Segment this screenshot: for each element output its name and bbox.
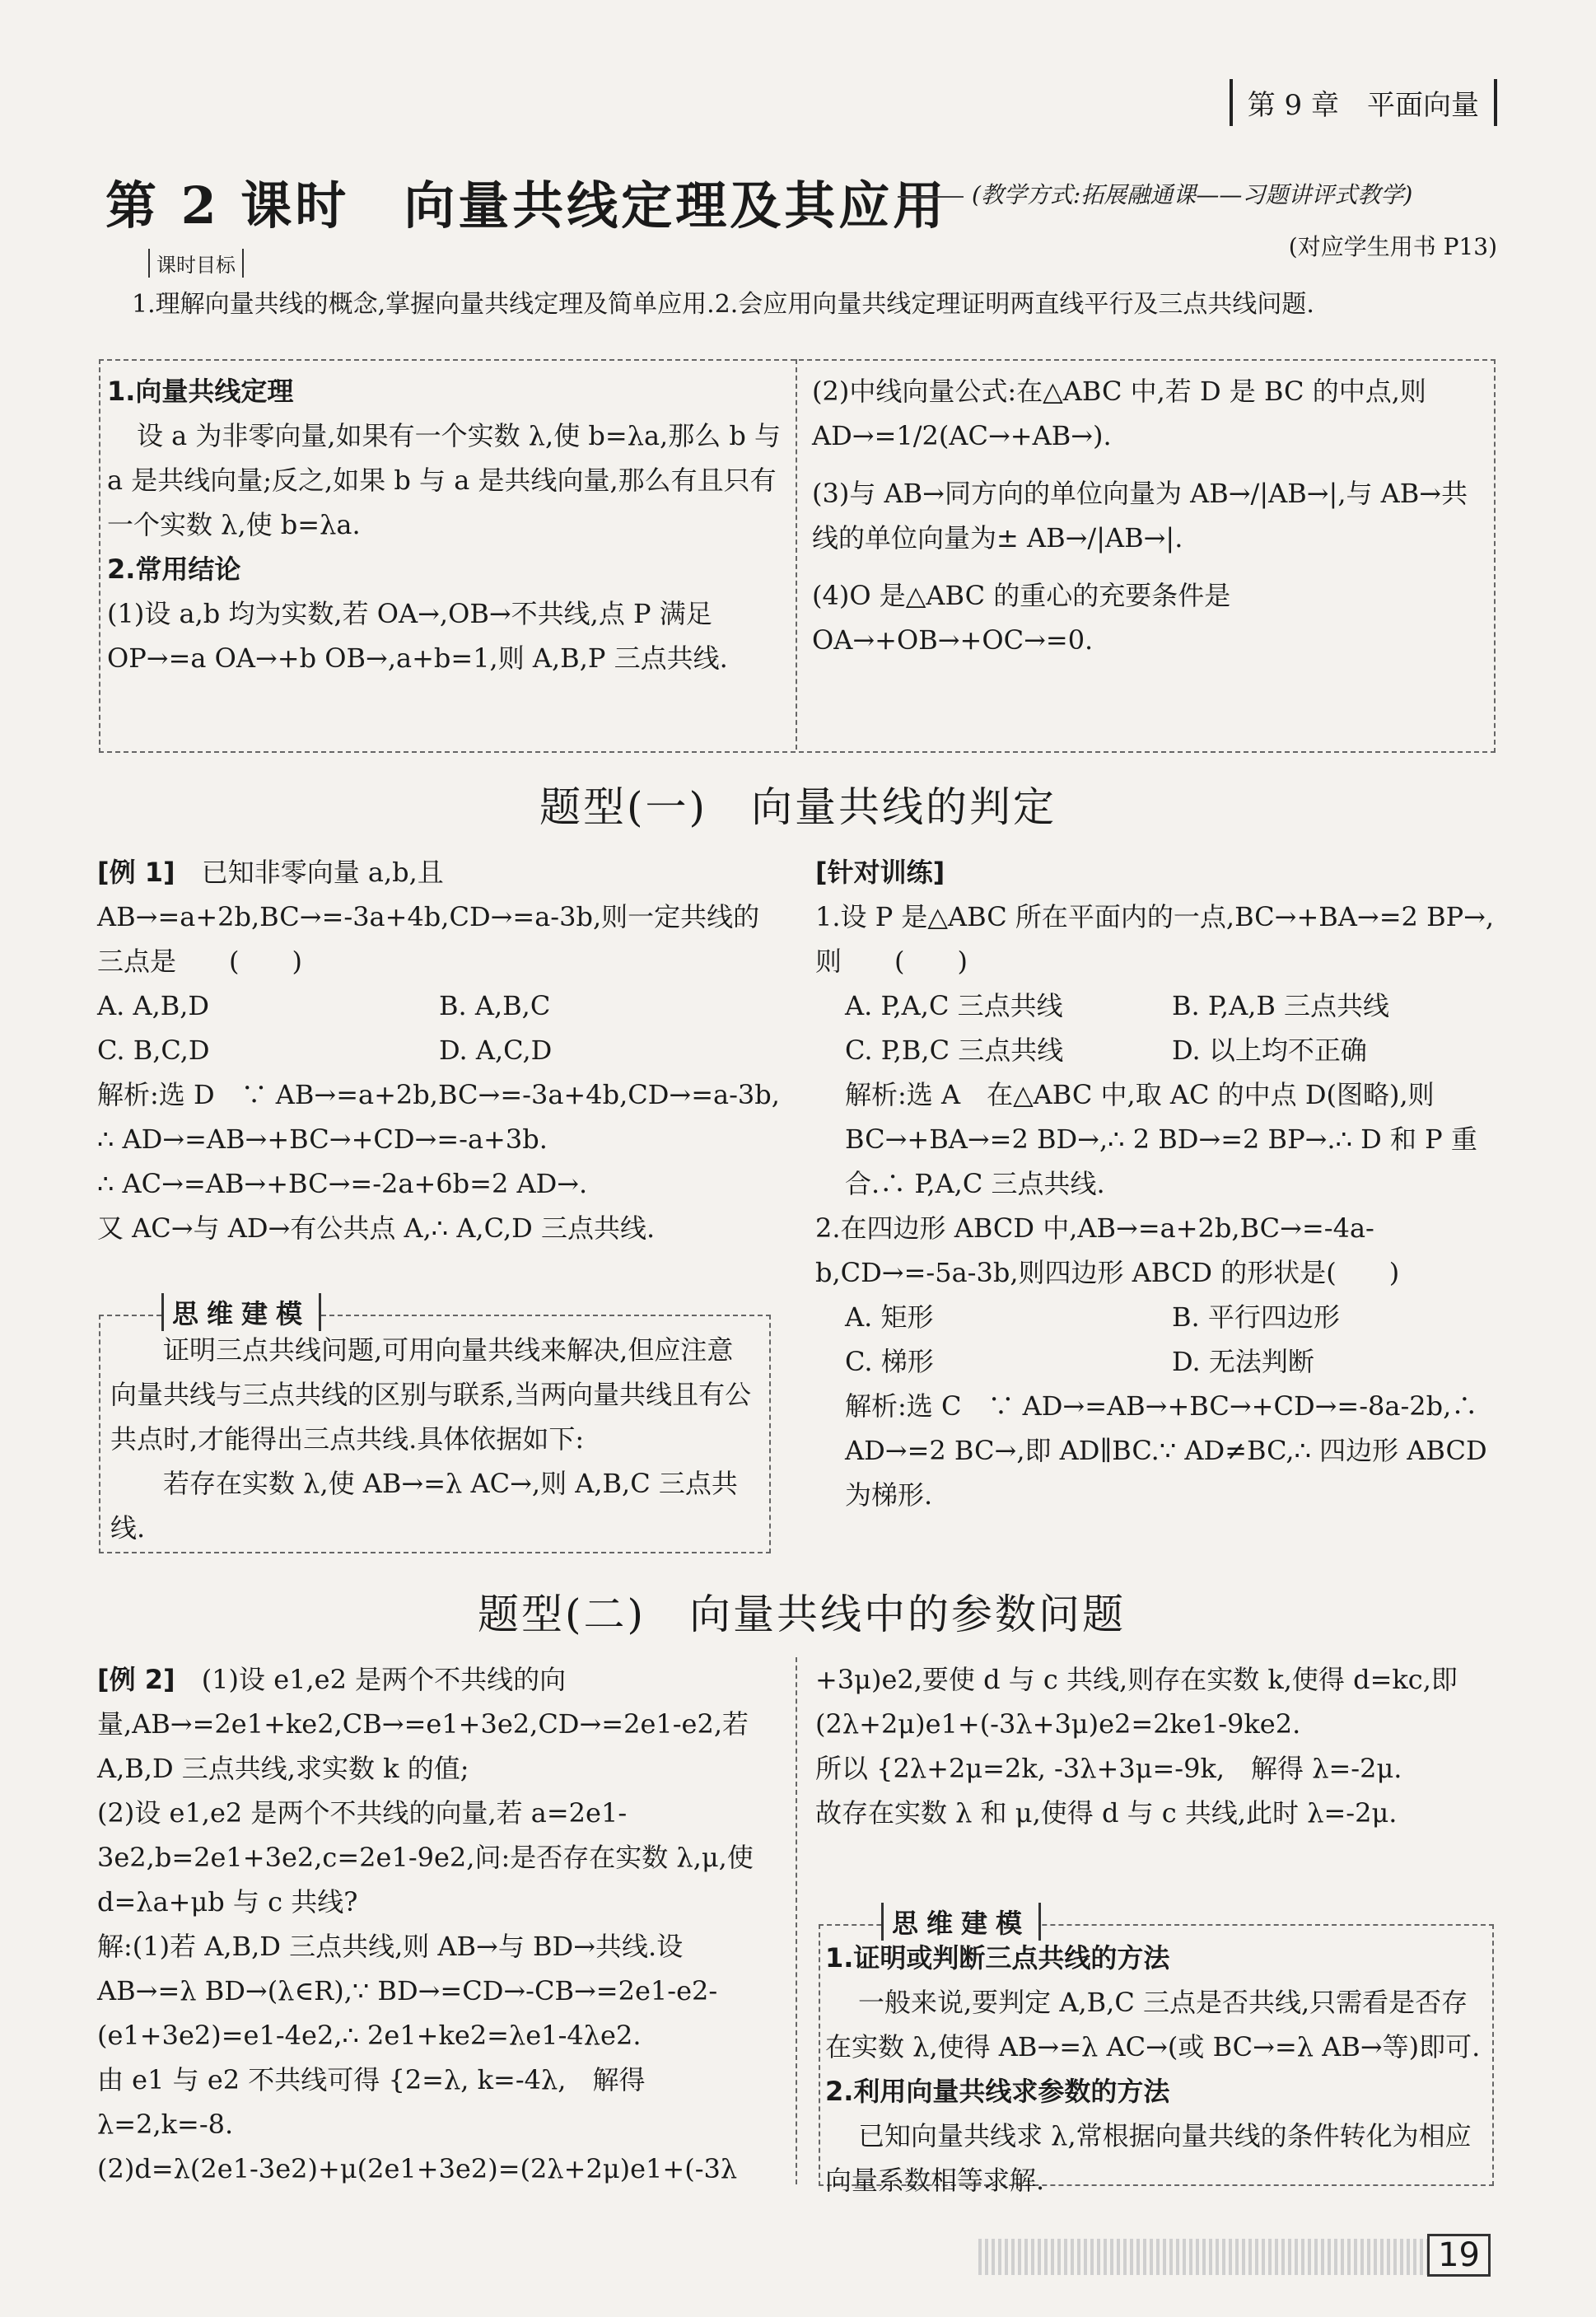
lesson-title: 第 2 课时 向量共线定理及其应用: [105, 175, 948, 236]
training-q1-stem: 1.设 P 是△ABC 所在平面内的一点,BC→+BA→=2 BP→,则 ( ): [815, 901, 1495, 977]
conclusion-3: (3)与 AB→同方向的单位向量为 AB→/|AB→|,与 AB→共线的单位向量为± AB→/|AB→|.: [812, 478, 1468, 554]
example-1-solution-2: ∴ AD→=AB→+BC→+CD→=-a+3b.: [97, 1123, 548, 1155]
example-2-sol-right-3: 故存在实数 λ 和 μ,使得 d 与 c 共线,此时 λ=-2μ.: [815, 1797, 1398, 1829]
q1-option-b: B. P,A,B 三点共线: [1172, 990, 1390, 1021]
example-2-continued: [815, 1657, 1499, 1835]
example-2-sol-2: 由 e1 与 e2 不共线可得 {2=λ, k=-4λ, 解得 λ=2,k=-8.: [97, 2064, 646, 2140]
q2-option-a: A. 矩形: [845, 1301, 934, 1333]
section-2-title: 题型(二) 向量共线中的参数问题: [478, 1591, 1127, 1638]
model-2-t2: 已知向量共线求 λ,常根据向量共线的条件转化为相应向量系数相等求解.: [825, 2120, 1472, 2196]
q2-option-d: D. 无法判断: [1172, 1346, 1314, 1377]
q1-option-c: C. P,B,C 三点共线: [845, 1035, 1064, 1066]
option-c: C. B,C,D: [97, 1035, 210, 1066]
model-text-1: [110, 1328, 758, 1550]
training-q1-options: [815, 983, 1499, 1072]
knowledge-right: [812, 369, 1487, 662]
q2-option-c: C. 梯形: [845, 1346, 934, 1377]
chapter-header: 第 9 章 平面向量: [1230, 79, 1497, 126]
example-2: [97, 1657, 772, 2191]
example-2-label: [例 2]: [97, 1664, 175, 1695]
example-1-solution-1: 解析:选 D ∵ AB→=a+2b,BC→=-3a+4b,CD→=a-3b,: [97, 1079, 780, 1110]
q1-option-a: A. P,A,C 三点共线: [845, 990, 1063, 1021]
section-1-title: 题型(一) 向量共线的判定: [539, 783, 1057, 831]
knowledge-left: [107, 369, 782, 680]
conclusion-1: (1)设 a,b 均为实数,若 OA→,OB→不共线,点 P 满足 OP→=a OA→+b OB→,a+b=1,则 A,B,P 三点共线.: [107, 598, 728, 674]
model-text-2: [825, 1936, 1484, 2203]
example-2-part1: (1)设 e1,e2 是两个不共线的向量,AB→=2e1+ke2,CB→=e1+3e2,CD→=2e1-e2,若 A,B,D 三点共线,求实数 k 的值;: [97, 1664, 749, 1784]
option-d: D. A,C,D: [439, 1035, 553, 1066]
q1-option-d: D. 以上均不正确: [1172, 1035, 1367, 1066]
model-2-h2: 2.利用向量共线求参数的方法: [825, 2076, 1170, 2107]
example-1-solution-3: ∴ AC→=AB→+BC→=-2a+6b=2 AD→.: [97, 1168, 588, 1199]
example-2-part2: (2)设 e1,e2 是两个不共线的向量,若 a=2e1-3e2,b=2e1+3e2,c=2e1-9e2,问:是否存在实数 λ,μ,使 d=λa+μb 与 c 共线?: [97, 1797, 754, 1918]
theorem-heading: 1.向量共线定理: [107, 376, 294, 407]
training-column: [815, 850, 1499, 1517]
example-2-sol-right-1: +3μ)e2,要使 d 与 c 共线,则存在实数 k,使得 d=kc,即 (2λ+2μ)e1+(-3λ+3μ)e2=2ke1-9ke2.: [815, 1664, 1458, 1740]
example-1-solution-4: 又 AC→与 AD→有公共点 A,∴ A,C,D 三点共线.: [97, 1212, 656, 1244]
conclusion-4: (4)O 是△ABC 的重心的充要条件是 OA→+OB→+OC→=0.: [812, 580, 1231, 656]
student-book-ref: (对应学生用书 P13): [1288, 233, 1497, 260]
model-tag-1: 思维建模: [161, 1293, 321, 1331]
model-tag-2: 思维建模: [881, 1903, 1041, 1941]
example-2-sol-3: (2)d=λ(2e1-3e2)+μ(2e1+3e2)=(2λ+2μ)e1+(-3λ: [97, 2153, 738, 2184]
theorem-text: 设 a 为非零向量,如果有一个实数 λ,使 b=λa,那么 b 与 a 是共线向量;反之,如果 b 与 a 是共线向量,那么有且只有一个实数 λ,使 b=λa.: [107, 420, 782, 540]
section-2-divider: [796, 1657, 797, 2184]
model-1-rule: 若存在实数 λ,使 AB→=λ AC→,则 A,B,C 三点共线.: [110, 1468, 738, 1544]
option-a: A. A,B,D: [97, 990, 210, 1021]
teaching-method: (教学方式:拓展融通课——习题讲评式教学): [972, 181, 1413, 208]
example-2-sol-1: 解:(1)若 A,B,D 三点共线,则 AB→与 BD→共线.设 AB→=λ BD→(λ∈R),∵ BD→=CD→-CB→=2e1-e2-(e1+3e2)=e1-4e2,∴ 2e1+ke2=λe1-4λe2.: [97, 1931, 718, 2051]
training-q1-solution: 解析:选 A 在△ABC 中,取 AC 的中点 D(图略),则 BC→+BA→=2 BD→,∴ 2 BD→=2 BP→.∴ D 和 P 重合.∴ P,A,C 三点共线.: [845, 1079, 1477, 1199]
training-q2-options: [815, 1295, 1499, 1384]
example-1-stem: 已知非零向量 a,b,且 AB→=a+2b,BC→=-3a+4b,CD→=a-3b,则一定共线的三点是 ( ): [97, 857, 760, 977]
option-b: B. A,B,C: [439, 990, 551, 1021]
conclusion-heading: 2.常用结论: [107, 554, 241, 585]
title-divider: [898, 196, 964, 198]
example-1-label: [例 1]: [97, 857, 175, 888]
example-1-options: [97, 983, 781, 1072]
conclusion-2: (2)中线向量公式:在△ABC 中,若 D 是 BC 的中点,则 AD→=1/2(AC→+AB→).: [812, 376, 1426, 451]
goal-text: 1.理解向量共线的概念,掌握向量共线定理及简单应用.2.会应用向量共线定理证明两直线平行及三点共线问题.: [132, 290, 1314, 319]
training-tag: [针对训练]: [815, 857, 945, 888]
goal-tag: 课时目标: [148, 249, 244, 278]
example-2-sol-right-2: 所以 {2λ+2μ=2k, -3λ+3μ=-9k, 解得 λ=-2μ.: [815, 1753, 1402, 1784]
model-2-h1: 1.证明或判断三点共线的方法: [825, 1942, 1170, 1974]
footer-band: [978, 2239, 1472, 2275]
q2-option-b: B. 平行四边形: [1172, 1301, 1340, 1333]
training-q2-stem: 2.在四边形 ABCD 中,AB→=a+2b,BC→=-4a-b,CD→=-5a-3b,则四边形 ABCD 的形状是( ): [815, 1212, 1400, 1288]
knowledge-divider: [796, 359, 797, 750]
model-1-explain: 证明三点共线问题,可用向量共线来解决,但应注意向量共线与三点共线的区别与联系,当两向量共线且有公共点时,才能得出三点共线.具体依据如下:: [110, 1334, 752, 1455]
model-2-t1: 一般来说,要判定 A,B,C 三点是否共线,只需看是否存在实数 λ,使得 AB→=λ AC→(或 BC→=λ AB→等)即可.: [825, 1987, 1481, 2062]
example-1: [97, 850, 781, 1250]
training-q2-solution: 解析:选 C ∵ AD→=AB→+BC→+CD→=-8a-2b,∴ AD→=2 BC→,即 AD∥BC.∵ AD≠BC,∴ 四边形 ABCD 为梯形.: [845, 1390, 1487, 1511]
page-number: 19: [1427, 2234, 1491, 2277]
